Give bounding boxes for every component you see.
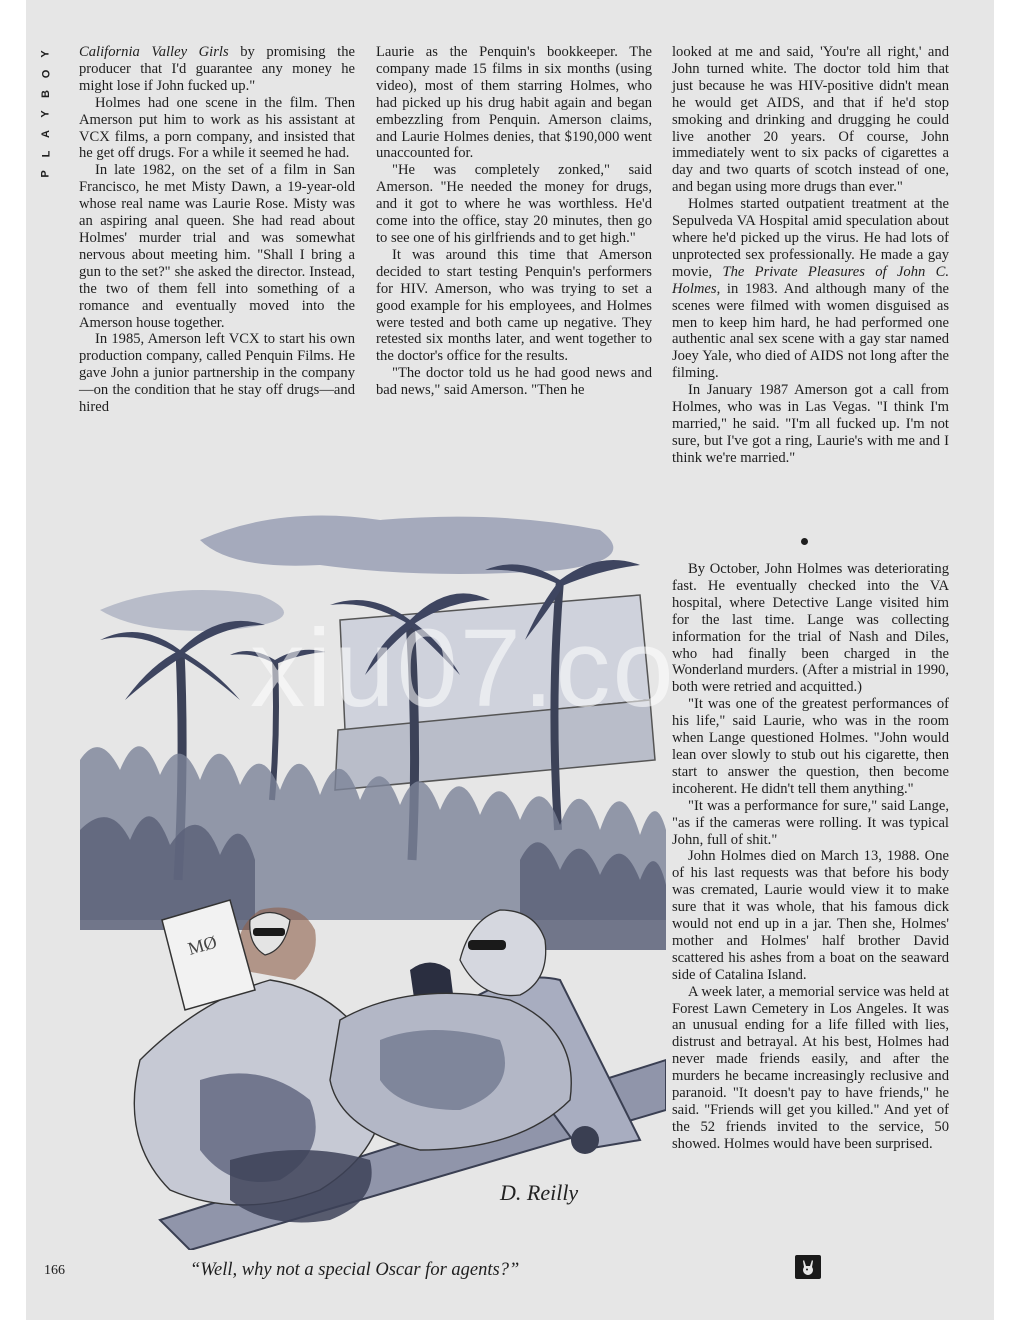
paragraph: John Holmes died on March 13, 1988. One of his last requests was that before his body was cremated, Laurie would view it to make sure that it was whole, that his famous dick would not end up in a jar. Then she, Holmes' mother and Holmes' half brother David scattered his ashes from a boat on the seaward side of Catalina Island. — [672, 848, 949, 983]
paragraph: A week later, a memorial service was held at Forest Lawn Cemetery in Los Angeles. It was an unusual ending for a life filled with lies, distrust and betrayal. At his best, Holmes had never made friends easily, and after the murders he became increasingly reclusive and paranoid. "It doesn't pay to have friends," he said. "Friends will get you killed." And yet of the 52 friends invited to the service, 50 showed. Holmes would have been surprised. — [672, 983, 949, 1152]
artist-signature: D. Reilly — [500, 1180, 579, 1205]
film-title: The Private Pleasures of John C. Holmes — [672, 263, 950, 297]
paragraph: Holmes had one scene in the film. Then Amerson put him to work as his assistant at VCX films, a porn company, and insisted that he get off drugs. For a while it seemed he had. — [79, 94, 355, 162]
paragraph: By October, John Holmes was deteriorating fast. He eventually checked into the VA hospital, where Detective Lange visited him for the last time. Lange was collecting information for the trial of Nash and Diles, who had finally been charged in the Wonderland murders. (After a mistrial in 1990, both were retried and acquitted.) — [672, 561, 949, 696]
cartoon-caption: “Well, why not a special Oscar for agents?” — [190, 1260, 520, 1280]
paragraph: looked at me and said, 'You're all right,' and John turned white. The doctor told him that just because he was HIV-positive didn't mean he would get AIDS, and that if he'd stop smoking and drinking and drugging he could live another 20 years. Of course, John immediately went to six packs of cigarettes a day and two quarts of scotch instead of one, and began using more drugs than ever." — [672, 44, 949, 196]
paragraph: "It was a performance for sure," said Lange, "as if the cameras were rolling. It was typical John, full of shit." — [672, 797, 949, 848]
paragraph: "He was completely zonked," said Amerson. "He needed the money for drugs, and it got to where he was worthless. He'd come into the office, stay 20 minutes, then go to see one of his girlfriends and to get high." — [376, 162, 652, 246]
paragraph: In late 1982, on the set of a film in San Francisco, he met Misty Dawn, a 19-year-old whose real name was Laurie Rose. Misty was an aspiring anal queen. She had read about Holmes' murder trial and was somewhat nervous about meeting him. "Shall I bring a gun to the set?" she asked the director. Instead, the two of them fell into something of a romance and eventually moved into the Amerson house together. — [79, 162, 355, 331]
paragraph: "The doctor told us he had good news and bad news," said Amerson. "Then he — [376, 365, 652, 399]
article-column-1 — [79, 44, 355, 416]
rabbit-head-logo-icon — [795, 1255, 821, 1279]
paragraph: Laurie as the Penquin's bookkeeper. The company made 15 films in six months (using video), most of them starring Holmes, who had picked up his drug habit again and began embezzling from Penquin. Amerson claims, and Laurie Holmes denies, that $190,000 went unaccounted for. — [376, 44, 652, 162]
paragraph: In 1985, Amerson left VCX to start his own production company, called Penquin Films. He gave John a junior partnership in the company—on the condition that he stay off drugs—and hired — [79, 331, 355, 416]
film-title: California Valley Girls — [79, 44, 229, 60]
paragraph: "It was one of the greatest performances of his life," said Laurie, who was in the room when Lange questioned Holmes. "John would lean over slowly to stub out his cigarette, then start to answer the question, then become incoherent. He didn't tell them anything." — [672, 696, 949, 797]
article-column-2 — [376, 44, 652, 399]
magazine-cover-text: MØ — [185, 931, 219, 959]
watermark-text: xiu07.co — [250, 607, 676, 730]
article-column-3 — [672, 44, 949, 467]
paragraph: In January 1987 Amerson got a call from Holmes, who was in Las Vegas. "I think I'm married," he said. "I'm all fucked up. I'm not sure, but I've got a ring, Laurie's with me and I think we're married." — [672, 382, 949, 466]
article-column-3-continued — [672, 561, 949, 1153]
paragraph: California Valley Girls by promising the producer that I'd guarantee any money he might lose if John fucked up." — [79, 44, 356, 94]
cartoon-illustration — [80, 500, 666, 1250]
magazine-name-vertical: Y O B Y A L P — [39, 50, 52, 178]
paragraph: It was around this time that Amerson decided to start testing Penquin's performers for HIV. Amerson, who was trying to set a good example for his employees, and Holmes were tested and both came up negative. They retested six months later, and went together to the doctor's office for the results. — [376, 246, 652, 365]
page-number: 166 — [44, 1263, 65, 1278]
paragraph: Holmes started outpatient treatment at the Sepulveda VA Hospital amid speculation about where he'd picked up the virus. He had lots of unprotected sex professionally. He made a gay movie, The Private Pleasures of John C. Holmes, in 1983. And although many of the scenes were filmed with women disguised as men to keep him hard, he had performed one authentic anal sex scene with a gay star named Joey Yale, who died of AIDS not long after the filming. — [672, 196, 950, 382]
section-break-bullet — [801, 538, 808, 545]
